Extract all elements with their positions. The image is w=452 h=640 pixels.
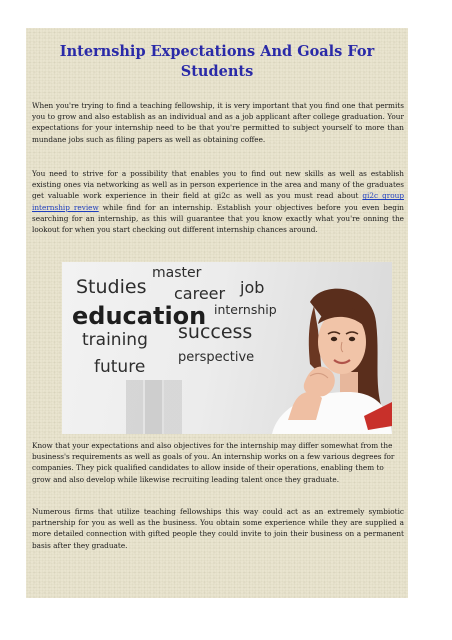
word-internship: internship <box>214 302 277 317</box>
background-shelf <box>126 380 182 434</box>
word-studies: Studies <box>76 276 147 298</box>
word-training: training <box>82 330 148 350</box>
paragraph-1: When you're trying to find a teaching fellowship, it is very important that you find one that permits you to grow and also establish as an individual and as a job applicant after college graduation. Your expectations for your internship need to be that you're permitted to subject yourself to more than mundane jobs such as filing papers as well as obtaining coffee. <box>32 101 404 144</box>
word-education: education <box>72 302 207 330</box>
word-future: future <box>94 357 146 377</box>
student-thinking-photo <box>62 262 392 434</box>
paragraph-3: Know that your expectations and also objectives for the internship may differ somewhat from the business's requirements as well as goals of you. An internship works on a few various degrees for companies. They pick qualified candidates to allow inside of their operations, enabling them to grow and also develop while likewise recruiting leading talent once they graduate. <box>32 441 395 484</box>
paragraph-2 <box>32 168 404 235</box>
word-success: success <box>178 321 253 343</box>
paragraph-2-rest: while find for an internship. Establish your objectives before you even begin searching for an internship, as this will guarantee that you know exactly what you're onning the lookout for when you start checking out different internship chances around. <box>32 202 404 235</box>
paragraph-2-intro: You need to strive for a possibility that enables you to find out new skills as well as establish existing ones via networking as well as in person experience in the area and many of the graduates get valuable work experience in their field at gi2c as well as you must read about <box>32 169 404 201</box>
paragraph-4: Numerous firms that utilize teaching fellowships this way could act as an extremely symbiotic partnership for you as well as the business. You obtain some experience while they are supplied a more detailed connection with gifted people they could invite to join their business on a permanent basis after they graduate. <box>32 507 404 550</box>
document-page <box>26 28 408 598</box>
thinking-woman-illustration <box>252 280 392 434</box>
internship-review-link[interactable]: gi2c group internship review <box>32 191 405 212</box>
word-master: master <box>152 265 202 281</box>
word-career: career <box>174 284 226 303</box>
word-job: job <box>240 278 265 297</box>
article-title: Internship Expectations And Goals For Students <box>59 43 375 80</box>
word-perspective: perspective <box>178 350 255 365</box>
